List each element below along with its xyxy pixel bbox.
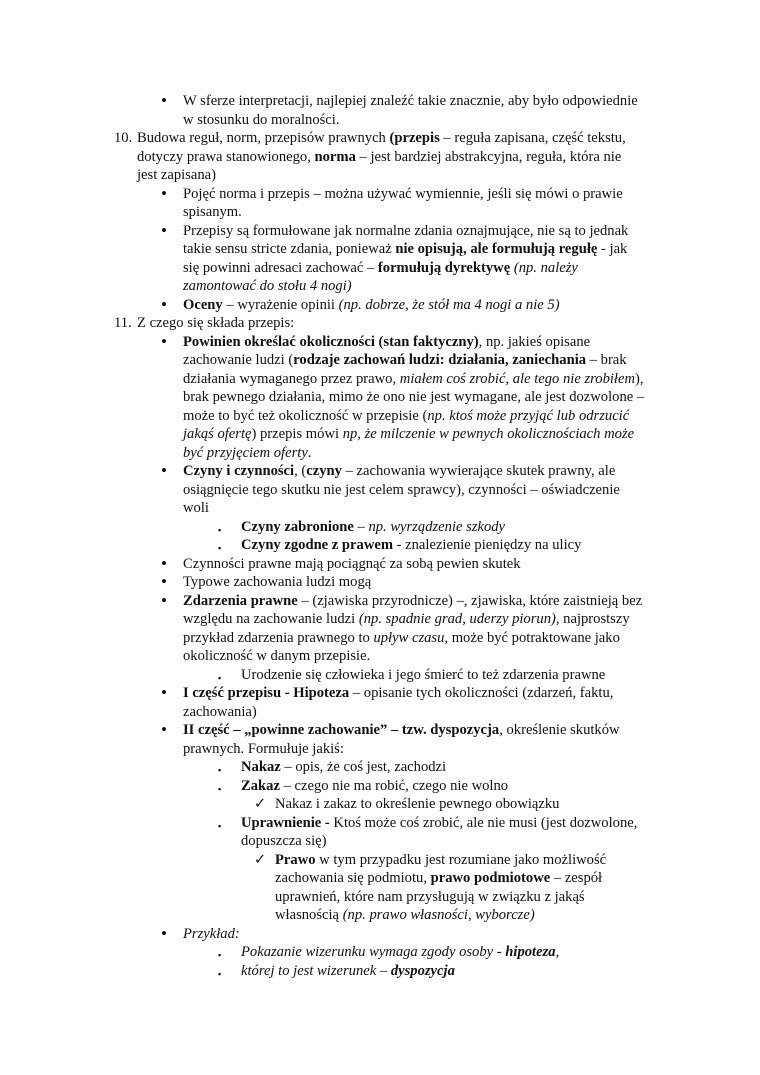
text-line: przykład zdarzenia prawnego to upływ czasu, może być potraktowane jako xyxy=(183,629,620,646)
text-line: zamontować do stołu 4 nogi) xyxy=(183,278,352,294)
text-line: II część – „powinne zachowanie” – tzw. dyspozycja, określenie skutków xyxy=(183,722,620,738)
text-line: okoliczność w danym przepisie. xyxy=(183,648,371,664)
text-line: względu na zachowanie ludzi (np. spadnie grad, uderzy piorun), najprostszy xyxy=(183,611,630,627)
text-line: takie sensu stricte zdania, ponieważ nie opisują, ale formułują regułę - jak xyxy=(183,241,628,257)
list-item xyxy=(0,666,760,685)
text-line: być przyjęciem oferty. xyxy=(183,444,312,461)
text-line: woli xyxy=(183,500,209,516)
list-item xyxy=(0,296,760,315)
bullet-marker: • xyxy=(161,590,167,610)
text-line: zachowanie ludzi (rodzaje zachowań ludzi: działania, zaniechania – brak xyxy=(183,352,627,368)
item-number: 10. xyxy=(114,130,133,146)
list-item xyxy=(0,185,760,222)
text-line: się powinni adresaci zachować – formułują dyrektywę (np. należy xyxy=(183,259,578,276)
text-line: Zdarzenia prawne – (zjawiska przyrodnicze) –, zjawiska, które zaistnieją bez xyxy=(183,592,643,609)
text-line: której to jest wizerunek – dyspozycja xyxy=(241,962,455,979)
text-line: Uprawnienie - Ktoś może coś zrobić, ale nie musi (jest dozwolone, xyxy=(241,814,638,831)
text-line: Pojęć norma i przepis – można używać wymiennie, jeśli się mówi o prawie xyxy=(183,185,623,202)
list-item xyxy=(0,536,760,555)
text-line: Nakaz – opis, że coś jest, zachodzi xyxy=(241,759,447,775)
list-item xyxy=(0,573,760,592)
list-item xyxy=(0,758,760,777)
bullet-marker: • xyxy=(161,183,167,203)
text-line: Przykład: xyxy=(183,925,240,942)
text-line: może to być też okoliczność w przepisie (np. ktoś może przyjąć lub odrzucić xyxy=(183,407,630,424)
text-line: w stosunku do moralności. xyxy=(183,111,340,128)
square-marker: ▪ xyxy=(218,968,222,979)
text-line: Prawo w tym przypadku jest rozumiane jako możliwość xyxy=(275,851,607,868)
text-line: Budowa reguł, norm, przepisów prawnych (przepis – reguła zapisana, część tekstu, xyxy=(137,130,626,146)
text-line: I część przepisu - Hipoteza – opisanie tych okoliczności (zdarzeń, faktu, xyxy=(183,685,614,701)
text-line: zachowania się podmiotu, prawo podmiotowe – zespół xyxy=(275,870,603,886)
text-line: jest zapisana) xyxy=(137,167,217,183)
list-item xyxy=(0,462,760,518)
bullet-marker: • xyxy=(161,572,167,591)
list-item xyxy=(0,851,760,925)
bullet-marker: • xyxy=(161,461,167,480)
text-line: dopuszcza się) xyxy=(241,833,327,849)
list-item xyxy=(0,333,760,463)
square-marker: ▪ xyxy=(218,765,222,775)
square-marker: ▪ xyxy=(218,672,222,683)
text-line: Oceny – wyrażenie opinii (np. dobrze, że stół ma 4 nogi a nie 5) xyxy=(183,296,560,313)
text-line: Czyny i czynności, (czyny – zachowania wywierające skutek prawny, ale xyxy=(183,463,616,479)
bullet-marker: • xyxy=(161,220,167,240)
check-icon: ✓ xyxy=(254,796,267,812)
bullet-marker: • xyxy=(161,331,167,351)
text-line: własnością (np. prawo własności, wyborcze) xyxy=(275,907,535,923)
list-item xyxy=(0,777,760,796)
text-line: osiągnięcie tego skutku nie jest celem sprawcy), czynności – oświadczenie xyxy=(183,481,620,498)
text-line: Zakaz – czego nie ma robić, czego nie wolno xyxy=(241,777,509,794)
text-line: dotyczy prawa stanowionego, norma – jest bardziej abstrakcyjna, reguła, która nie xyxy=(137,148,622,165)
check-icon: ✓ xyxy=(254,851,267,868)
square-marker: ▪ xyxy=(218,783,222,794)
numbered-item xyxy=(0,314,760,333)
list-item xyxy=(0,925,760,944)
list-item xyxy=(0,684,760,721)
bullet-marker: • xyxy=(161,294,167,314)
square-marker: ▪ xyxy=(218,820,222,831)
text-line: Czynności prawne mają pociągnąć za sobą pewien skutek xyxy=(183,555,521,572)
list-item xyxy=(0,92,760,129)
bullet-marker: • xyxy=(161,553,167,573)
text-line: Typowe zachowania ludzi mogą xyxy=(183,574,372,590)
document-page xyxy=(0,92,760,980)
list-item xyxy=(0,592,760,666)
text-line: Urodzenie się człowieka i jego śmierć to też zdarzenia prawne xyxy=(241,666,606,683)
item-number: 11. xyxy=(114,315,132,331)
square-marker: ▪ xyxy=(218,524,222,535)
bullet-marker: • xyxy=(161,91,167,110)
text-line: Przepisy są formułowane jak normalne zdania oznajmujące, nie są to jednak xyxy=(183,222,629,239)
text-line: uprawnień, które nam przysługują w związku z jakąś xyxy=(275,888,585,905)
list-item xyxy=(0,555,760,574)
text-line: Czyny zgodne z prawem - znalezienie pieniędzy na ulicy xyxy=(241,537,582,553)
list-item xyxy=(0,814,760,851)
bullet-marker: • xyxy=(161,923,167,943)
text-line: zachowania) xyxy=(183,703,257,720)
text-line: W sferze interpretacji, najlepiej znaleźć takie znacznie, aby było odpowiednie xyxy=(183,93,638,109)
text-line: prawnych. Formułuje jakiś: xyxy=(183,740,344,757)
text-line: Pokazanie wizerunku wymaga zgody osoby - hipoteza, xyxy=(241,944,560,960)
list-item xyxy=(0,943,760,962)
numbered-item xyxy=(0,129,760,185)
text-line: jakąś ofertę) przepis mówi np, że milczenie w pewnych okolicznościach może xyxy=(183,426,635,442)
square-marker: ▪ xyxy=(218,950,222,960)
bullet-marker: • xyxy=(161,720,167,739)
text-line: Powinien określać okoliczności (stan faktyczny), np. jakieś opisane xyxy=(183,333,591,350)
list-item xyxy=(0,222,760,296)
list-item xyxy=(0,795,760,814)
text-line: Nakaz i zakaz to określenie pewnego obowiązku xyxy=(275,796,560,812)
text-line: Czyny zabronione – np. wyrządzenie szkody xyxy=(241,518,506,535)
square-marker: ▪ xyxy=(218,543,222,553)
list-item xyxy=(0,518,760,537)
text-line: Z czego się składa przepis: xyxy=(137,315,295,331)
text-line: spisanym. xyxy=(183,204,242,220)
bullet-marker: • xyxy=(161,683,167,702)
text-line: brak pewnego działania, mimo że ono nie jest wymagane, ale jest dozwolone – xyxy=(183,389,645,405)
text-line: działania wymaganego przez prawo, miałem coś zrobić, ale tego nie zrobiłem), xyxy=(183,370,644,387)
list-item xyxy=(0,962,760,981)
list-item xyxy=(0,721,760,758)
